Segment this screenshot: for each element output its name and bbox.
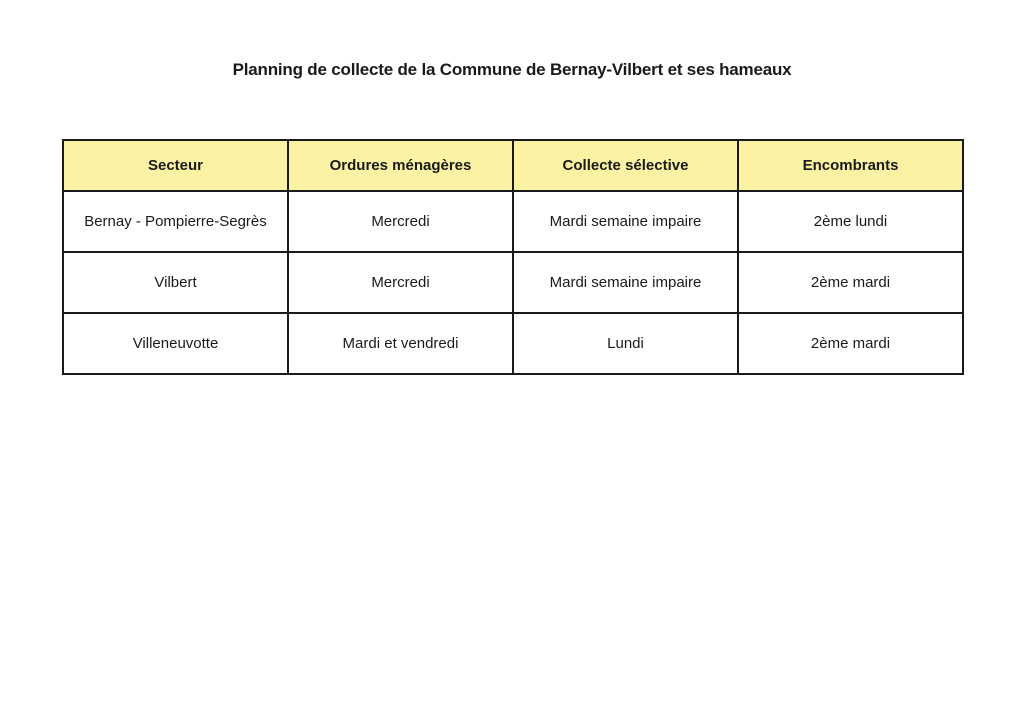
cell-collecte-selective: Mardi semaine impaire bbox=[513, 252, 738, 313]
column-header-ordures-menageres: Ordures ménagères bbox=[288, 140, 513, 191]
cell-secteur: Villeneuvotte bbox=[63, 313, 288, 374]
cell-ordures-menageres: Mercredi bbox=[288, 191, 513, 252]
cell-encombrants: 2ème lundi bbox=[738, 191, 963, 252]
column-header-secteur: Secteur bbox=[63, 140, 288, 191]
column-header-encombrants: Encombrants bbox=[738, 140, 963, 191]
cell-ordures-menageres: Mardi et vendredi bbox=[288, 313, 513, 374]
cell-collecte-selective: Mardi semaine impaire bbox=[513, 191, 738, 252]
table-row bbox=[63, 191, 963, 252]
cell-encombrants: 2ème mardi bbox=[738, 252, 963, 313]
table-row bbox=[63, 252, 963, 313]
cell-secteur: Vilbert bbox=[63, 252, 288, 313]
cell-secteur: Bernay - Pompierre-Segrès bbox=[63, 191, 288, 252]
column-header-collecte-selective: Collecte sélective bbox=[513, 140, 738, 191]
collection-schedule-table bbox=[62, 139, 964, 375]
table-header-row bbox=[63, 140, 963, 191]
table-row bbox=[63, 313, 963, 374]
page-title: Planning de collecte de la Commune de Bernay-Vilbert et ses hameaux bbox=[232, 60, 792, 79]
cell-encombrants: 2ème mardi bbox=[738, 313, 963, 374]
cell-ordures-menageres: Mercredi bbox=[288, 252, 513, 313]
cell-collecte-selective: Lundi bbox=[513, 313, 738, 374]
